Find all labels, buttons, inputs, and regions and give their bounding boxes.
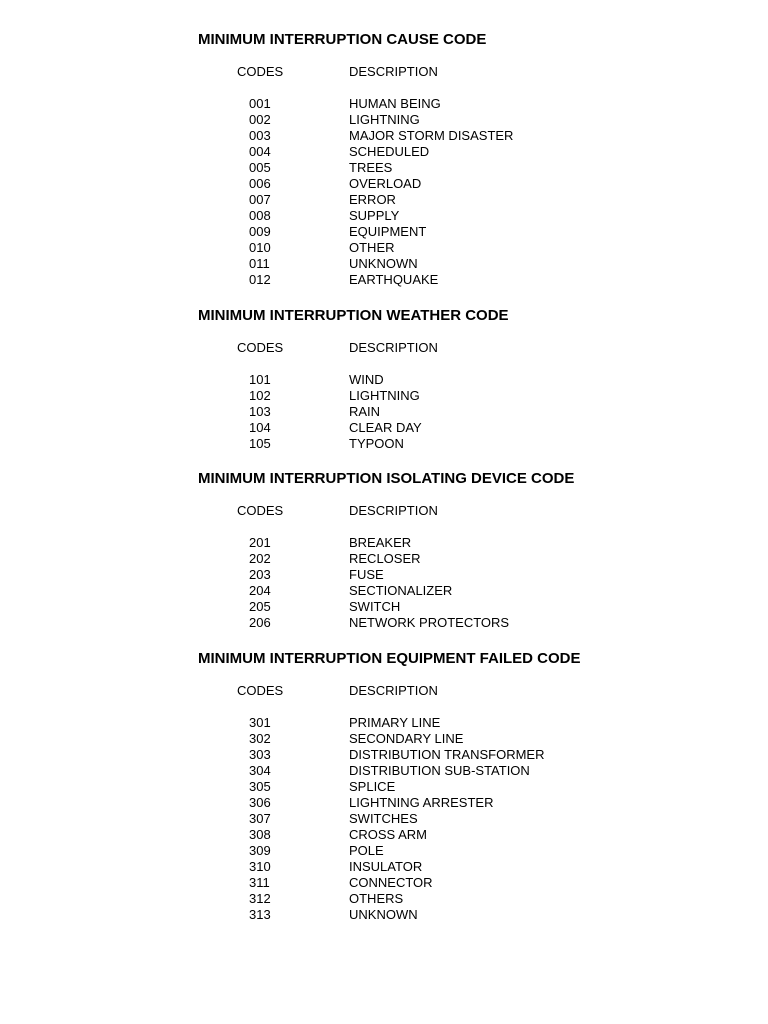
code-description: OTHER [349,240,395,255]
code-value: 204 [249,583,271,598]
code-value: 005 [249,160,271,175]
code-row [0,779,768,795]
code-row [0,144,768,160]
code-list [0,535,768,631]
code-row [0,567,768,583]
code-row [0,224,768,240]
code-row [0,208,768,224]
code-value: 304 [249,763,271,778]
code-description: INSULATOR [349,859,423,874]
code-value: 305 [249,779,271,794]
code-description: ERROR [349,192,396,207]
code-row [0,583,768,599]
code-value: 003 [249,128,271,143]
code-row [0,731,768,747]
code-row [0,256,768,272]
code-row [0,615,768,631]
code-value: 306 [249,795,271,810]
code-row [0,551,768,567]
code-row [0,112,768,128]
code-row [0,891,768,907]
code-value: 201 [249,535,271,550]
code-row [0,907,768,923]
code-value: 002 [249,112,271,127]
code-value: 001 [249,96,271,111]
code-description: LIGHTNING ARRESTER [349,795,494,810]
code-description: SECONDARY LINE [349,731,464,746]
code-row [0,763,768,779]
code-description: MAJOR STORM DISASTER [349,128,514,143]
code-description: SWITCHES [349,811,418,826]
code-value: 009 [249,224,271,239]
code-value: 007 [249,192,271,207]
code-description: CROSS ARM [349,827,428,842]
code-description: OTHERS [349,891,404,906]
code-row [0,388,768,404]
code-value: 203 [249,567,271,582]
code-description: LIGHTNING [349,388,420,403]
code-value: 102 [249,388,271,403]
code-value: 008 [249,208,271,223]
code-row [0,875,768,891]
code-value: 308 [249,827,271,842]
code-value: 205 [249,599,271,614]
code-description: SWITCH [349,599,401,614]
code-description: UNKNOWN [349,907,418,922]
code-row [0,436,768,452]
code-row [0,827,768,843]
code-value: 206 [249,615,271,630]
code-value: 302 [249,731,271,746]
code-value: 104 [249,420,271,435]
section-title: MINIMUM INTERRUPTION EQUIPMENT FAILED CODE [198,650,581,667]
code-description: CLEAR DAY [349,420,422,435]
code-value: 310 [249,859,271,874]
code-value: 105 [249,436,271,451]
code-description: SUPPLY [349,208,400,223]
code-row [0,176,768,192]
description-column-header: DESCRIPTION [349,683,438,698]
code-value: 202 [249,551,271,566]
code-row [0,272,768,288]
code-value: 309 [249,843,271,858]
code-row [0,160,768,176]
code-description: POLE [349,843,384,858]
codes-column-header: CODES [237,64,284,79]
code-description: SPLICE [349,779,396,794]
code-description: PRIMARY LINE [349,715,441,730]
code-value: 103 [249,404,271,419]
code-row [0,96,768,112]
code-value: 004 [249,144,271,159]
code-description: EQUIPMENT [349,224,427,239]
code-list [0,372,768,452]
code-value: 311 [249,875,270,890]
code-description: TYPOON [349,436,404,451]
code-value: 307 [249,811,271,826]
codes-column-header: CODES [237,340,284,355]
code-description: FUSE [349,567,384,582]
code-value: 012 [249,272,271,287]
code-list [0,96,768,288]
section-title: MINIMUM INTERRUPTION WEATHER CODE [198,307,509,324]
code-row [0,128,768,144]
code-row [0,747,768,763]
code-value: 006 [249,176,271,191]
code-description: SCHEDULED [349,144,430,159]
code-row [0,420,768,436]
code-row [0,240,768,256]
description-column-header: DESCRIPTION [349,340,438,355]
code-description: DISTRIBUTION SUB-STATION [349,763,530,778]
code-value: 101 [249,372,271,387]
code-value: 312 [249,891,271,906]
section-title: MINIMUM INTERRUPTION ISOLATING DEVICE CODE [198,470,575,487]
code-row [0,535,768,551]
code-description: RECLOSER [349,551,421,566]
code-description: UNKNOWN [349,256,418,271]
code-description: BREAKER [349,535,412,550]
code-description: NETWORK PROTECTORS [349,615,510,630]
code-row [0,859,768,875]
code-value: 313 [249,907,271,922]
code-description: HUMAN BEING [349,96,441,111]
code-description: OVERLOAD [349,176,422,191]
code-row [0,843,768,859]
code-description: TREES [349,160,393,175]
code-description: LIGHTNING [349,112,420,127]
code-description: CONNECTOR [349,875,433,890]
code-row [0,715,768,731]
codes-column-header: CODES [237,683,284,698]
code-description: RAIN [349,404,381,419]
codes-column-header: CODES [237,503,284,518]
code-row [0,795,768,811]
code-value: 303 [249,747,271,762]
code-row [0,404,768,420]
code-value: 301 [249,715,271,730]
code-description: SECTIONALIZER [349,583,453,598]
section-title: MINIMUM INTERRUPTION CAUSE CODE [198,31,487,48]
code-description: DISTRIBUTION TRANSFORMER [349,747,545,762]
code-description: EARTHQUAKE [349,272,439,287]
code-row [0,372,768,388]
code-row [0,192,768,208]
description-column-header: DESCRIPTION [349,503,438,518]
code-list [0,715,768,923]
code-value: 011 [249,256,270,271]
code-value: 010 [249,240,271,255]
code-row [0,599,768,615]
code-row [0,811,768,827]
code-description: WIND [349,372,384,387]
description-column-header: DESCRIPTION [349,64,438,79]
